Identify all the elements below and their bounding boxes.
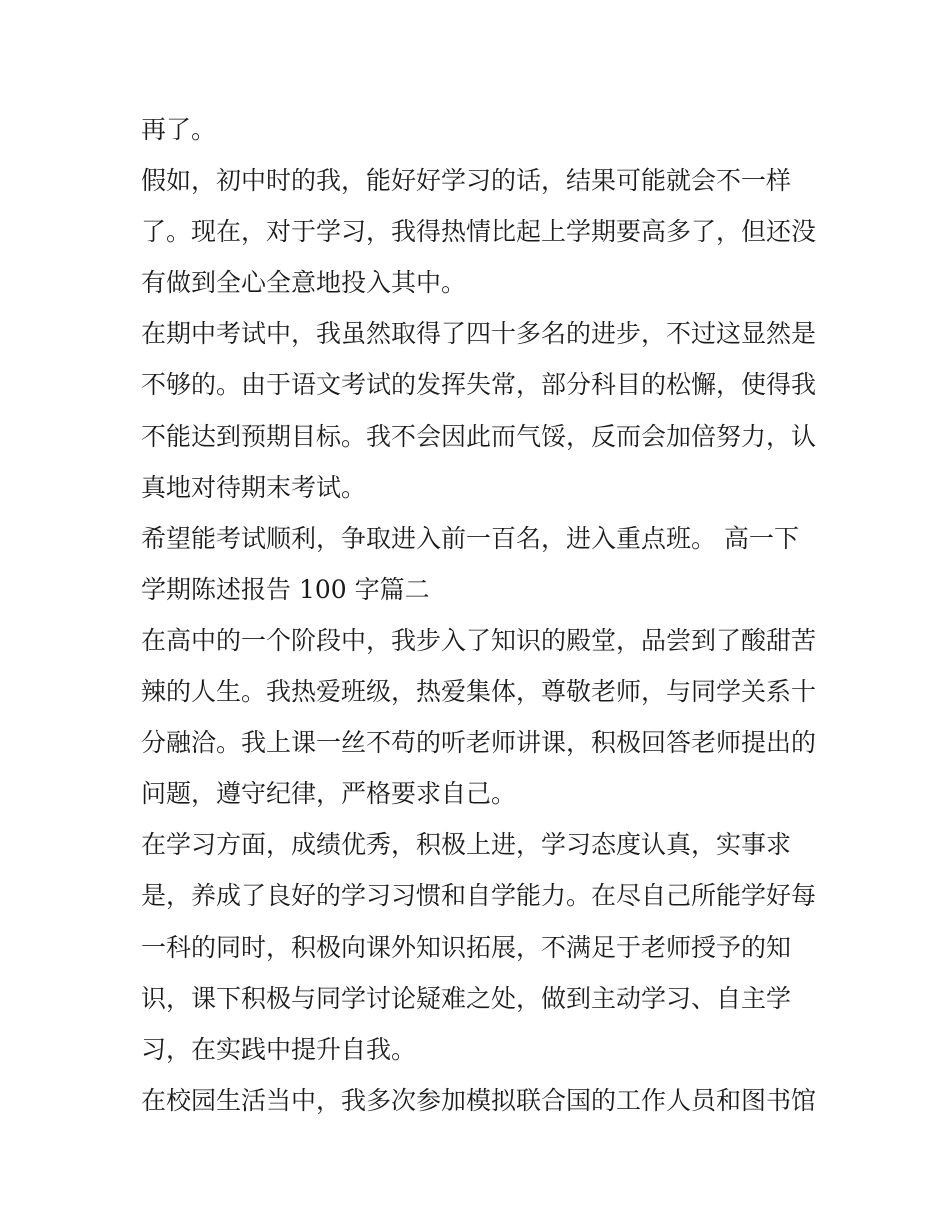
text-line: 再了。 [141, 115, 217, 144]
text-line: 一科的同时，积极向课外知识拓展，不满足于老师授予的知 [141, 932, 792, 962]
text-line: 有做到全心全意地投入其中。 [141, 268, 467, 298]
text-line: 在学习方面，成绩优秀，积极上进，学习态度认真，实事求 [141, 830, 792, 860]
text-line: 在校园生活当中，我多次参加模拟联合国的工作人员和图书馆 [141, 1085, 817, 1115]
text-line: 分融洽。我上课一丝不苟的听老师讲课，积极回答老师提出的 [141, 728, 817, 758]
text-line: 真地对待期末考试。 [141, 472, 367, 502]
text-line: 假如，初中时的我，能好好学习的话，结果可能就会不一样 [141, 166, 792, 196]
document-body [141, 104, 821, 1126]
text-line: 希望能考试顺利，争取进入前一百名，进入重点班。 高一下 [141, 523, 799, 553]
text-line: 辣的人生。我热爱班级，热爱集体，尊敬老师，与同学关系十 [141, 677, 817, 707]
text-line: 在高中的一个阶段中，我步入了知识的殿堂，品尝到了酸甜苦 [141, 625, 817, 655]
text-line: 不够的。由于语文考试的发挥失常，部分科目的松懈，使得我 [141, 370, 817, 400]
text-line: 了。现在，对于学习，我得热情比起上学期要高多了，但还没 [141, 217, 817, 247]
section-title-line: 学期陈述报告 100 字篇二 [141, 574, 430, 604]
text-line: 在期中考试中，我虽然取得了四十多名的进步，不过这显然是 [141, 319, 817, 349]
text-line: 不能达到预期目标。我不会因此而气馁，反而会加倍努力，认 [141, 421, 817, 451]
text-line: 问题，遵守纪律，严格要求自己。 [141, 779, 517, 809]
text-line: 识，课下积极与同学讨论疑难之处，做到主动学习、自主学 [141, 983, 792, 1013]
text-line: 习，在实践中提升自我。 [141, 1034, 417, 1064]
text-line: 是，养成了良好的学习习惯和自学能力。在尽自己所能学好每 [141, 881, 817, 911]
